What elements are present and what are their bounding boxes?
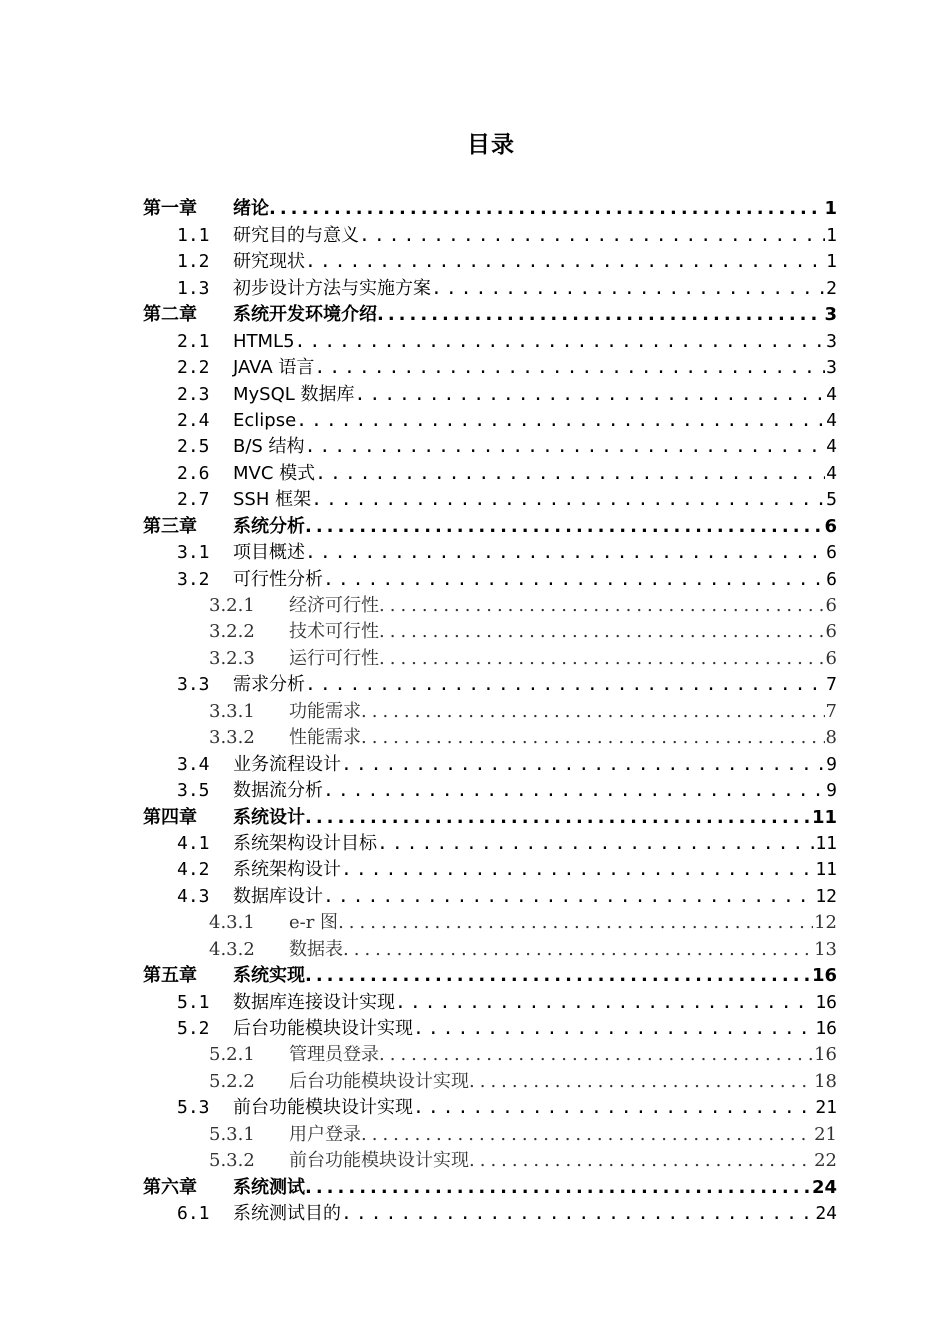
toc-entry-page-number: 7 <box>825 700 837 722</box>
toc-entry-page-number: 9 <box>826 780 837 802</box>
toc-entry-label <box>177 673 825 698</box>
toc-entry-number: 3.3.1 <box>209 700 255 722</box>
toc-dot-leader <box>361 1123 813 1148</box>
toc-entry-label <box>177 488 825 513</box>
toc-entry-page-number: 22 <box>814 1150 837 1172</box>
toc-entry-page-number: 21 <box>814 1123 837 1145</box>
toc-entry[interactable] <box>0 434 837 460</box>
toc-entry-title: 系统架构设计 <box>233 859 341 881</box>
toc-dot-leader <box>323 885 814 910</box>
toc-entry-label <box>177 568 825 593</box>
toc-dot-leader <box>314 356 825 381</box>
toc-dot-leader <box>377 303 823 328</box>
toc-entry-page-number: 4 <box>826 409 837 431</box>
toc-dot-leader <box>295 330 826 355</box>
toc-entry-title: MVC 模式 <box>233 462 316 484</box>
toc-entry-label <box>209 1149 813 1174</box>
toc-entry-page-number: 21 <box>815 1097 837 1119</box>
toc-entry[interactable] <box>0 222 837 248</box>
toc-entry[interactable] <box>0 1121 837 1147</box>
toc-entry-title: 数据流分析 <box>233 780 323 802</box>
toc-entry-number: 3.2 <box>177 568 210 590</box>
toc-entry-page-number: 16 <box>811 965 837 987</box>
toc-entry-page-number: 2 <box>826 277 837 299</box>
toc-entry[interactable] <box>0 1042 837 1068</box>
toc-entry-number: 1.1 <box>177 224 210 246</box>
toc-dot-leader <box>305 515 823 540</box>
toc-entry[interactable] <box>0 249 837 275</box>
toc-entry-number: 第三章 <box>143 515 197 537</box>
toc-entry-page-number: 6 <box>826 542 837 564</box>
toc-entry[interactable] <box>0 1174 837 1200</box>
toc-entry[interactable] <box>0 989 837 1015</box>
toc-dot-leader <box>413 1096 814 1121</box>
toc-entry-page-number: 11 <box>815 832 837 854</box>
toc-entry-number: 2.3 <box>177 383 210 405</box>
toc-dot-leader <box>379 1043 813 1068</box>
toc-entry-page-number: 12 <box>814 912 837 934</box>
toc-entry-page-number: 6 <box>824 515 837 537</box>
toc-entry-label <box>177 991 814 1016</box>
toc-entry-page-number: 3 <box>826 357 837 379</box>
toc-dot-leader <box>311 488 825 513</box>
toc-entry-page-number: 8 <box>825 727 837 749</box>
toc-entry-page-number: 5 <box>826 489 837 511</box>
toc-dot-leader <box>296 409 825 434</box>
toc-entry-title: 项目概述 <box>233 542 305 564</box>
toc-entry-page-number: 4 <box>826 383 837 405</box>
toc-dot-leader <box>431 277 825 302</box>
toc-entry-page-number: 11 <box>815 859 837 881</box>
toc-entry-label <box>177 541 825 566</box>
toc-entry-title: 管理员登录 <box>289 1044 379 1066</box>
toc-entry[interactable] <box>0 619 837 645</box>
toc-entry[interactable] <box>0 566 837 592</box>
toc-entry[interactable] <box>0 460 837 486</box>
toc-entry[interactable] <box>0 381 837 407</box>
toc-entry-title: 后台功能模块设计实现 <box>233 1018 413 1039</box>
toc-entry-number: 第四章 <box>143 806 197 828</box>
toc-entry[interactable] <box>0 963 837 989</box>
toc-entry-page-number: 1 <box>824 198 837 220</box>
toc-entry-label <box>209 911 813 936</box>
toc-entry[interactable] <box>0 513 837 539</box>
toc-entry-page-number: 4 <box>826 436 837 458</box>
toc-entry[interactable] <box>0 831 837 857</box>
toc-entry-number: 5.3 <box>177 1097 210 1119</box>
toc-entry[interactable] <box>0 593 837 619</box>
toc-entry-title: JAVA 语言 <box>233 357 315 379</box>
toc-entry-label <box>143 1176 811 1201</box>
toc-entry-number: 4.1 <box>177 832 210 854</box>
toc-entry[interactable] <box>0 672 837 698</box>
toc-entry-title: 绪论 <box>233 198 269 220</box>
toc-entry-number: 2.2 <box>177 357 210 379</box>
toc-entry-title: 研究目的与意义 <box>233 224 359 246</box>
toc-entry-title: 系统实现 <box>233 965 305 987</box>
toc-entry-label <box>177 858 814 883</box>
toc-entry-label <box>177 885 814 910</box>
toc-entry-title: 前台功能模块设计实现 <box>289 1150 469 1172</box>
toc-entry-number: 6.1 <box>177 1203 210 1225</box>
toc-entry-label <box>177 409 825 434</box>
toc-entry-number: 3.2.1 <box>209 595 255 616</box>
toc-entry-number: 2.7 <box>177 489 210 511</box>
toc-entry-page-number: 1 <box>826 224 837 246</box>
toc-entry-label <box>143 303 823 328</box>
toc-entry-page-number: 7 <box>826 674 837 696</box>
toc-dot-leader <box>305 806 811 831</box>
toc-entry-page-number: 16 <box>814 1044 837 1066</box>
toc-entry-page-number: 3 <box>826 330 837 352</box>
toc-entry-page-number: 6 <box>825 595 837 616</box>
toc-entry-number: 第二章 <box>143 304 197 326</box>
toc-entry-page-number: 24 <box>811 1176 837 1198</box>
toc-entry-page-number: 16 <box>815 991 837 1013</box>
toc-entry[interactable] <box>0 487 837 513</box>
toc-entry-label <box>177 224 825 249</box>
toc-entry-label <box>143 964 811 989</box>
toc-entry[interactable] <box>0 1095 837 1121</box>
toc-entry-title: HTML5 <box>233 330 295 352</box>
toc-entry-label <box>209 647 825 672</box>
toc-entry-title: 经济可行性 <box>289 595 379 616</box>
toc-entry-title: e-r 图 <box>289 912 339 934</box>
toc-dot-leader <box>305 541 825 566</box>
toc-dot-leader <box>379 620 825 645</box>
toc-entry-number: 3.5 <box>177 780 210 802</box>
toc-dot-leader <box>379 647 825 672</box>
toc-entry-title: 业务流程设计 <box>233 753 341 775</box>
toc-entry-number: 1.3 <box>177 277 210 299</box>
toc-entry-label <box>209 726 825 751</box>
toc-entry-title: 数据库连接设计实现 <box>233 991 395 1013</box>
toc-entry-title: 系统开发环境介绍 <box>233 304 377 326</box>
toc-entry[interactable] <box>0 698 837 724</box>
toc-entry-title: 系统测试 <box>233 1176 305 1198</box>
toc-entry-number: 2.4 <box>177 409 210 431</box>
toc-entry[interactable] <box>0 1148 837 1174</box>
toc-entry-title: 可行性分析 <box>233 568 323 590</box>
toc-dot-leader <box>341 753 825 778</box>
toc-dot-leader <box>323 779 825 804</box>
toc-dot-leader <box>395 991 814 1016</box>
toc-dot-leader <box>377 832 814 857</box>
toc-entry-number: 2.1 <box>177 330 210 352</box>
toc-entry-number: 4.3.2 <box>209 938 255 960</box>
toc-entry-page-number: 6 <box>825 647 837 669</box>
toc-entry[interactable] <box>0 275 837 301</box>
toc-entry-label <box>209 1123 813 1148</box>
toc-dot-leader <box>413 1017 814 1042</box>
toc-entry-number: 第五章 <box>143 965 197 987</box>
toc-entry-page-number: 9 <box>826 753 837 775</box>
toc-dot-leader <box>305 964 811 989</box>
toc-entry-number: 4.3.1 <box>209 912 255 934</box>
toc-dot-leader <box>341 858 814 883</box>
toc-entry-number: 3.1 <box>177 542 210 564</box>
toc-entry-label <box>177 779 825 804</box>
toc-entry-title: 系统分析 <box>233 515 305 537</box>
toc-entry[interactable] <box>0 1201 837 1227</box>
toc-entry[interactable] <box>0 302 837 328</box>
toc-dot-leader <box>361 700 825 725</box>
toc-entry-page-number: 6 <box>826 568 837 590</box>
toc-entry-label <box>209 938 813 963</box>
toc-entry[interactable] <box>0 408 837 434</box>
toc-entry-label <box>177 1202 814 1227</box>
toc-dot-leader <box>338 911 813 936</box>
toc-entry-label <box>177 250 825 275</box>
toc-entry-number: 5.2.2 <box>209 1070 255 1092</box>
toc-entry-number: 2.6 <box>177 462 210 484</box>
toc-entry-number: 4.3 <box>177 885 210 907</box>
toc-entry-number: 5.1 <box>177 991 210 1013</box>
toc-entry[interactable] <box>0 645 837 671</box>
toc-entry-number: 3.2.3 <box>209 647 255 669</box>
toc-entry-number: 3.4 <box>177 753 210 775</box>
toc-entry-page-number: 24 <box>815 1203 837 1225</box>
toc-entry-label <box>177 330 825 355</box>
toc-entry-page-number: 4 <box>826 462 837 484</box>
toc-entry-title: B/S 结构 <box>233 436 305 458</box>
toc-entry-title: 研究现状 <box>233 251 305 273</box>
toc-entry-title: 系统测试目的 <box>233 1203 341 1225</box>
toc-entry-page-number: 16 <box>815 1018 837 1039</box>
toc-dot-leader <box>355 383 826 408</box>
toc-entry-title: SSH 框架 <box>233 489 312 511</box>
toc-entry-label <box>177 753 825 778</box>
toc-entry-label <box>177 277 825 302</box>
toc-entry-title: 后台功能模块设计实现 <box>289 1070 469 1092</box>
toc-entry-page-number: 11 <box>811 806 837 828</box>
toc-entry-number: 4.2 <box>177 859 210 881</box>
toc-title: 目录 <box>467 132 515 158</box>
toc-entry-page-number: 1 <box>826 251 837 273</box>
toc-entry-label <box>209 1070 813 1095</box>
toc-entry-number: 5.2.1 <box>209 1044 255 1066</box>
toc-entry[interactable] <box>0 804 837 830</box>
toc-dot-leader <box>323 568 825 593</box>
toc-entry-title: 功能需求 <box>289 700 361 722</box>
toc-entry-label <box>177 832 814 857</box>
toc-entry-label <box>177 1017 814 1042</box>
toc-dot-leader <box>469 1149 813 1174</box>
toc-entry-page-number: 3 <box>824 304 837 326</box>
toc-entry-number: 5.3.1 <box>209 1123 255 1145</box>
toc-dot-leader <box>341 1202 814 1227</box>
toc-entry-title: Eclipse <box>233 409 297 431</box>
toc-entry-page-number: 12 <box>815 885 837 907</box>
toc-entry-label <box>143 806 811 831</box>
toc-entry-label <box>209 594 825 619</box>
toc-entry-label <box>177 383 825 408</box>
toc-entry-page-number: 6 <box>825 621 837 643</box>
toc-entry-label <box>143 515 823 540</box>
toc-entry-title: 数据表 <box>289 938 343 960</box>
toc-entry[interactable] <box>0 778 837 804</box>
toc-entry-title: 用户登录 <box>289 1123 361 1145</box>
toc-dot-leader <box>305 250 825 275</box>
toc-entry-number: 5.3.2 <box>209 1150 255 1172</box>
toc-dot-leader <box>315 462 825 487</box>
toc-entry-label <box>177 435 825 460</box>
toc-entry[interactable] <box>0 751 837 777</box>
toc-entry-label <box>209 620 825 645</box>
toc-entry-label <box>177 356 825 381</box>
toc-entry-title: 系统设计 <box>233 806 305 828</box>
toc-entry[interactable] <box>0 355 837 381</box>
toc-entry[interactable] <box>0 910 837 936</box>
toc-entry-title: 前台功能模块设计实现 <box>233 1097 413 1119</box>
toc-entry[interactable] <box>0 857 837 883</box>
toc-entry-number: 5.2 <box>177 1018 210 1039</box>
toc-entry-number: 2.5 <box>177 436 210 458</box>
toc-dot-leader <box>305 673 825 698</box>
toc-entry[interactable] <box>0 936 837 962</box>
toc-entry[interactable] <box>0 328 837 354</box>
toc-entry-title: 初步设计方法与实施方案 <box>233 277 431 299</box>
toc-dot-leader <box>359 224 825 249</box>
toc-entry[interactable] <box>0 540 837 566</box>
toc-dot-leader <box>379 594 825 619</box>
toc-entry-number: 1.2 <box>177 251 210 273</box>
toc-entry-label <box>177 462 825 487</box>
toc-entry[interactable] <box>0 1068 837 1094</box>
toc-entry-number: 3.2.2 <box>209 621 255 643</box>
toc-dot-leader <box>343 938 813 963</box>
toc-entry-page-number: 13 <box>814 938 837 960</box>
toc-entry-label <box>177 1096 814 1121</box>
toc-entry-label <box>143 197 823 222</box>
table-of-contents <box>0 196 950 1227</box>
toc-entry[interactable] <box>0 725 837 751</box>
toc-entry-number: 3.3.2 <box>209 727 255 749</box>
toc-entry-title: 技术可行性 <box>289 621 379 643</box>
toc-entry-number: 第六章 <box>143 1176 197 1198</box>
toc-entry[interactable] <box>0 196 837 222</box>
toc-entry[interactable] <box>0 883 837 909</box>
toc-entry-page-number: 18 <box>814 1070 837 1092</box>
toc-entry-title: 性能需求 <box>289 727 361 749</box>
toc-entry[interactable] <box>0 1016 837 1042</box>
toc-dot-leader <box>269 197 823 222</box>
toc-dot-leader <box>361 726 825 751</box>
toc-dot-leader <box>469 1070 813 1095</box>
toc-entry-label <box>209 1043 813 1068</box>
toc-entry-title: 需求分析 <box>233 674 305 696</box>
toc-entry-title: 系统架构设计目标 <box>233 832 377 854</box>
toc-entry-number: 第一章 <box>143 198 197 220</box>
toc-entry-label <box>209 700 825 725</box>
toc-dot-leader <box>305 435 826 460</box>
toc-entry-number: 3.3 <box>177 674 210 696</box>
toc-entry-title: 数据库设计 <box>233 885 323 907</box>
toc-entry-title: MySQL 数据库 <box>233 383 355 405</box>
toc-entry-title: 运行可行性 <box>289 647 379 669</box>
toc-dot-leader <box>305 1176 811 1201</box>
